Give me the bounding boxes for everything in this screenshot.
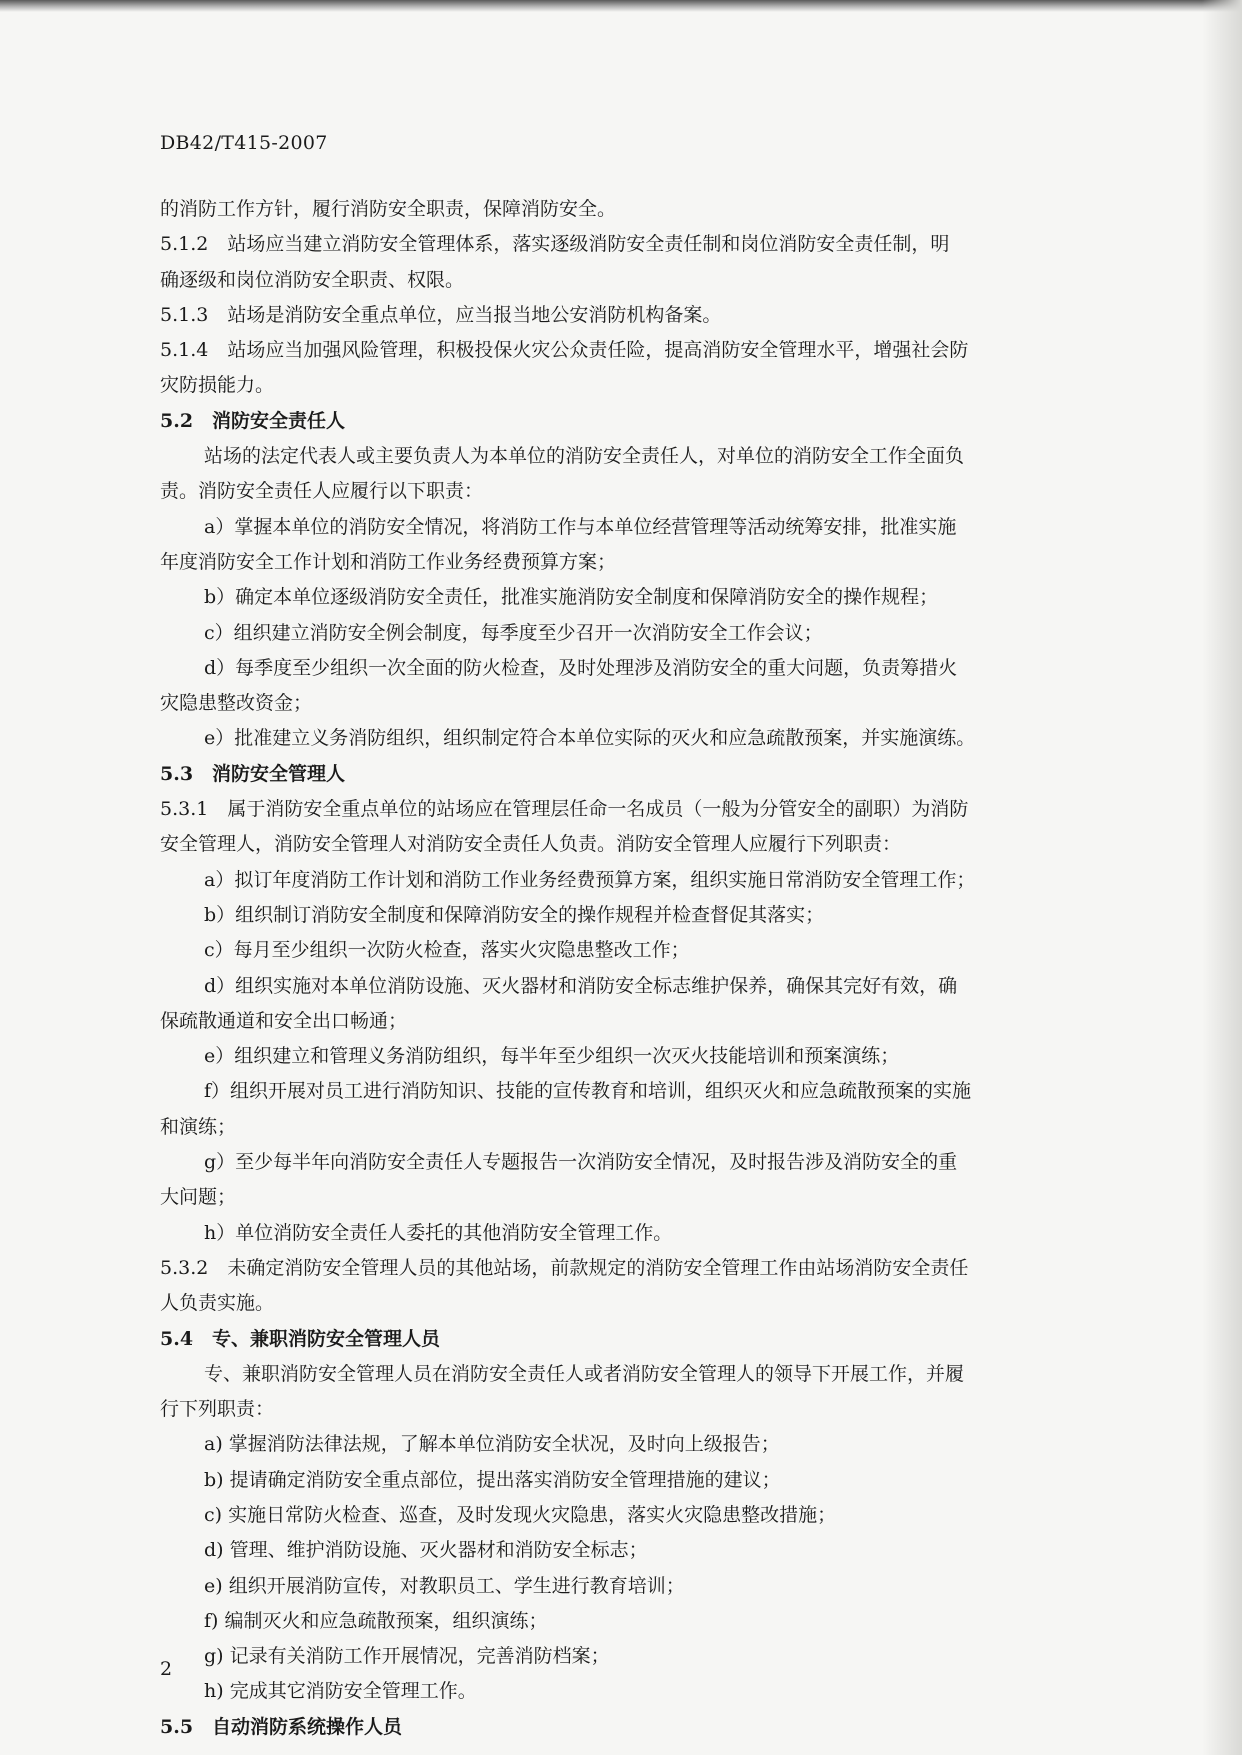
list-item: e）批准建立义务消防组织，组织制定符合本单位实际的灭火和应急疏散预案，并实施演练。 (204, 727, 976, 750)
list-item: a）掌握本单位的消防安全情况，将消防工作与本单位经营管理等活动统筹安排，批准实施 (204, 515, 957, 538)
document-code: DB42/T415-2007 (160, 132, 328, 154)
text-line: 确逐级和岗位消防安全职责、权限。 (160, 268, 465, 291)
clause-5-3-2: 5.3.2 未确定消防安全管理人员的其他站场，前款规定的消防安全管理工作由站场消防安全责任 (160, 1256, 969, 1279)
section-heading-5-3: 5.3 消防安全管理人 (160, 762, 346, 785)
section-heading-5-4: 5.4 专、兼职消防安全管理人员 (160, 1327, 441, 1350)
list-item: a）拟订年度消防工作计划和消防工作业务经费预算方案，组织实施日常消防安全管理工作； (204, 868, 976, 891)
list-item: f）组织开展对员工进行消防知识、技能的宣传教育和培训，组织灭火和应急疏散预案的实施 (204, 1080, 972, 1103)
list-item: e）组织建立和管理义务消防组织，每半年至少组织一次灭火技能培训和预案演练； (204, 1045, 900, 1068)
page-number: 2 (160, 1658, 173, 1680)
text-line: 专、兼职消防安全管理人员在消防安全责任人或者消防安全管理人的领导下开展工作，并履 (204, 1362, 965, 1385)
section-heading-5-5: 5.5 自动消防系统操作人员 (160, 1715, 403, 1738)
text-line: 责。消防安全责任人应履行以下职责： (160, 480, 484, 503)
text-line: 保疏散通道和安全出口畅通； (160, 1009, 408, 1032)
clause-5-3-1: 5.3.1 属于消防安全重点单位的站场应在管理层任命一名成员（一般为分管安全的副职）为消防 (160, 798, 969, 821)
clause-5-1-3: 5.1.3 站场是消防安全重点单位，应当报当地公安消防机构备案。 (160, 303, 722, 326)
text-line: 人负责实施。 (160, 1292, 275, 1315)
list-item: c) 实施日常防火检查、巡查，及时发现火灾隐患，落实火灾隐患整改措施； (204, 1503, 837, 1526)
list-item: c）组织建立消防安全例会制度，每季度至少召开一次消防安全工作会议； (204, 621, 823, 644)
scan-edge-shadow (0, 0, 1242, 12)
text-line: 安全管理人，消防安全管理人对消防安全责任人负责。消防安全管理人应履行下列职责： (160, 833, 902, 856)
list-item: c）每月至少组织一次防火检查，落实火灾隐患整改工作； (204, 939, 690, 962)
scan-right-shadow (1202, 0, 1242, 1755)
list-item: d) 管理、维护消防设施、灭火器材和消防安全标志； (204, 1539, 648, 1562)
list-item: f) 编制灭火和应急疏散预案，组织演练； (204, 1609, 548, 1632)
list-item: a) 掌握消防法律法规，了解本单位消防安全状况，及时向上级报告； (204, 1433, 780, 1456)
text-line: 行下列职责： (160, 1398, 275, 1421)
list-item: b）组织制订消防安全制度和保障消防安全的操作规程并检查督促其落实； (204, 903, 825, 926)
list-item: g）至少每半年向消防安全责任人专题报告一次消防安全情况，及时报告涉及消防安全的重 (204, 1151, 958, 1174)
section-heading-5-2: 5.2 消防安全责任人 (160, 409, 346, 432)
list-item: h) 完成其它消防安全管理工作。 (204, 1680, 477, 1703)
list-item: b) 提请确定消防安全重点部位，提出落实消防安全管理措施的建议； (204, 1468, 781, 1491)
text-line: 的消防工作方针，履行消防安全职责，保障消防安全。 (160, 198, 617, 220)
list-item: e) 组织开展消防宣传，对教职员工、学生进行教育培训； (204, 1574, 685, 1597)
text-line: 站场的法定代表人或主要负责人为本单位的消防安全责任人，对单位的消防安全工作全面负 (204, 445, 965, 468)
list-item: d）组织实施对本单位消防设施、灭火器材和消防安全标志维护保养，确保其完好有效，确 (204, 974, 958, 997)
text-line: 灾防损能力。 (160, 374, 275, 397)
text-line: 灾隐患整改资金； (160, 692, 313, 715)
text-line: 大问题； (160, 1186, 237, 1209)
list-item: g) 记录有关消防工作开展情况，完善消防档案； (204, 1645, 610, 1668)
list-item: d）每季度至少组织一次全面的防火检查，及时处理涉及消防安全的重大问题，负责筹措火 (204, 656, 958, 679)
clause-5-1-4: 5.1.4 站场应当加强风险管理，积极投保火灾公众责任险，提高消防安全管理水平，增强社会防 (160, 339, 969, 362)
page-body (160, 192, 1078, 1745)
clause-5-1-2: 5.1.2 站场应当建立消防安全管理体系，落实逐级消防安全责任制和岗位消防安全责任制，明 (160, 233, 950, 256)
list-item: b）确定本单位逐级消防安全责任，批准实施消防安全制度和保障消防安全的操作规程； (204, 586, 939, 609)
text-line: 年度消防安全工作计划和消防工作业务经费预算方案； (160, 550, 617, 573)
text-line: 和演练； (160, 1115, 237, 1138)
list-item: h）单位消防安全责任人委托的其他消防安全管理工作。 (204, 1221, 673, 1244)
